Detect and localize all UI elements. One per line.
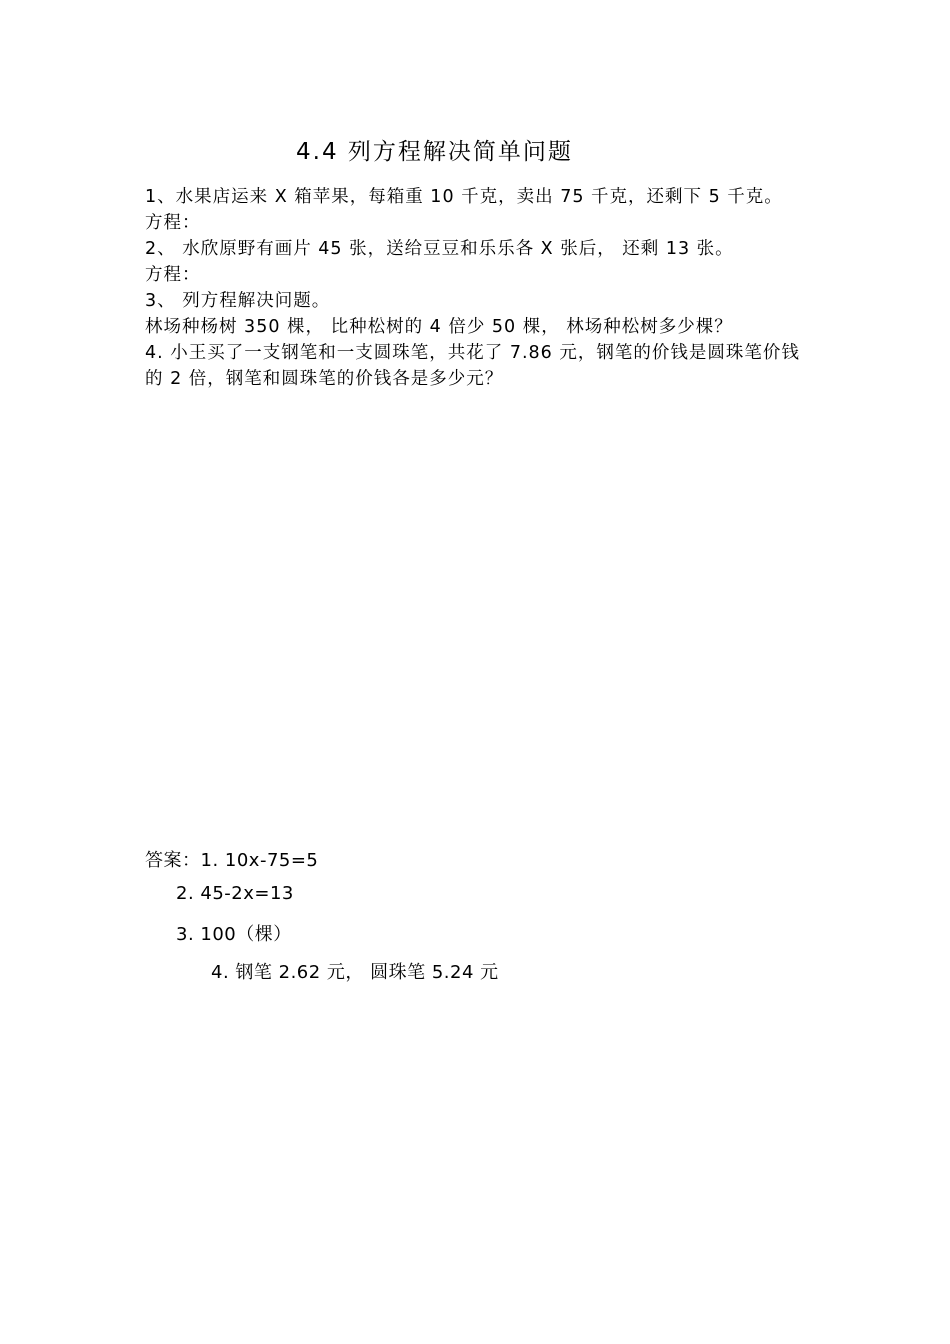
answer-4: 4. 钢笔 2.62 元， 圆珠笔 5.24 元 [211,962,499,983]
question-4: 4. 小王买了一支钢笔和一支圆珠笔，共花了 7.86 元，钢笔的价钱是圆珠笔价钱的 2 倍，钢笔和圆珠笔的价钱各是多少元？ [145,343,800,389]
answer-2: 2. 45-2x=13 [176,883,294,904]
page-title: 4.4 列方程解决简单问题 [296,139,573,165]
answer-3: 3. 100（棵） [176,924,292,945]
answer-1: 答案：1. 10x-75=5 [145,850,319,871]
question-2: 2、 水欣原野有画片 45 张，送给豆豆和乐乐各 X 张后， 还剩 13 张。 [145,239,734,259]
question-1: 1、水果店运来 X 箱苹果，每箱重 10 千克，卖出 75 千克，还剩下 5 千克。 [145,187,783,207]
question-2-equation-label: 方程： [145,265,201,285]
question-1-equation-label: 方程： [145,213,201,233]
questions-section [145,184,810,392]
question-3-text: 林场种杨树 350 棵， 比种松树的 4 倍少 50 棵， 林场种松树多少棵？ [145,317,733,337]
question-3: 3、 列方程解决问题。 [145,291,331,311]
